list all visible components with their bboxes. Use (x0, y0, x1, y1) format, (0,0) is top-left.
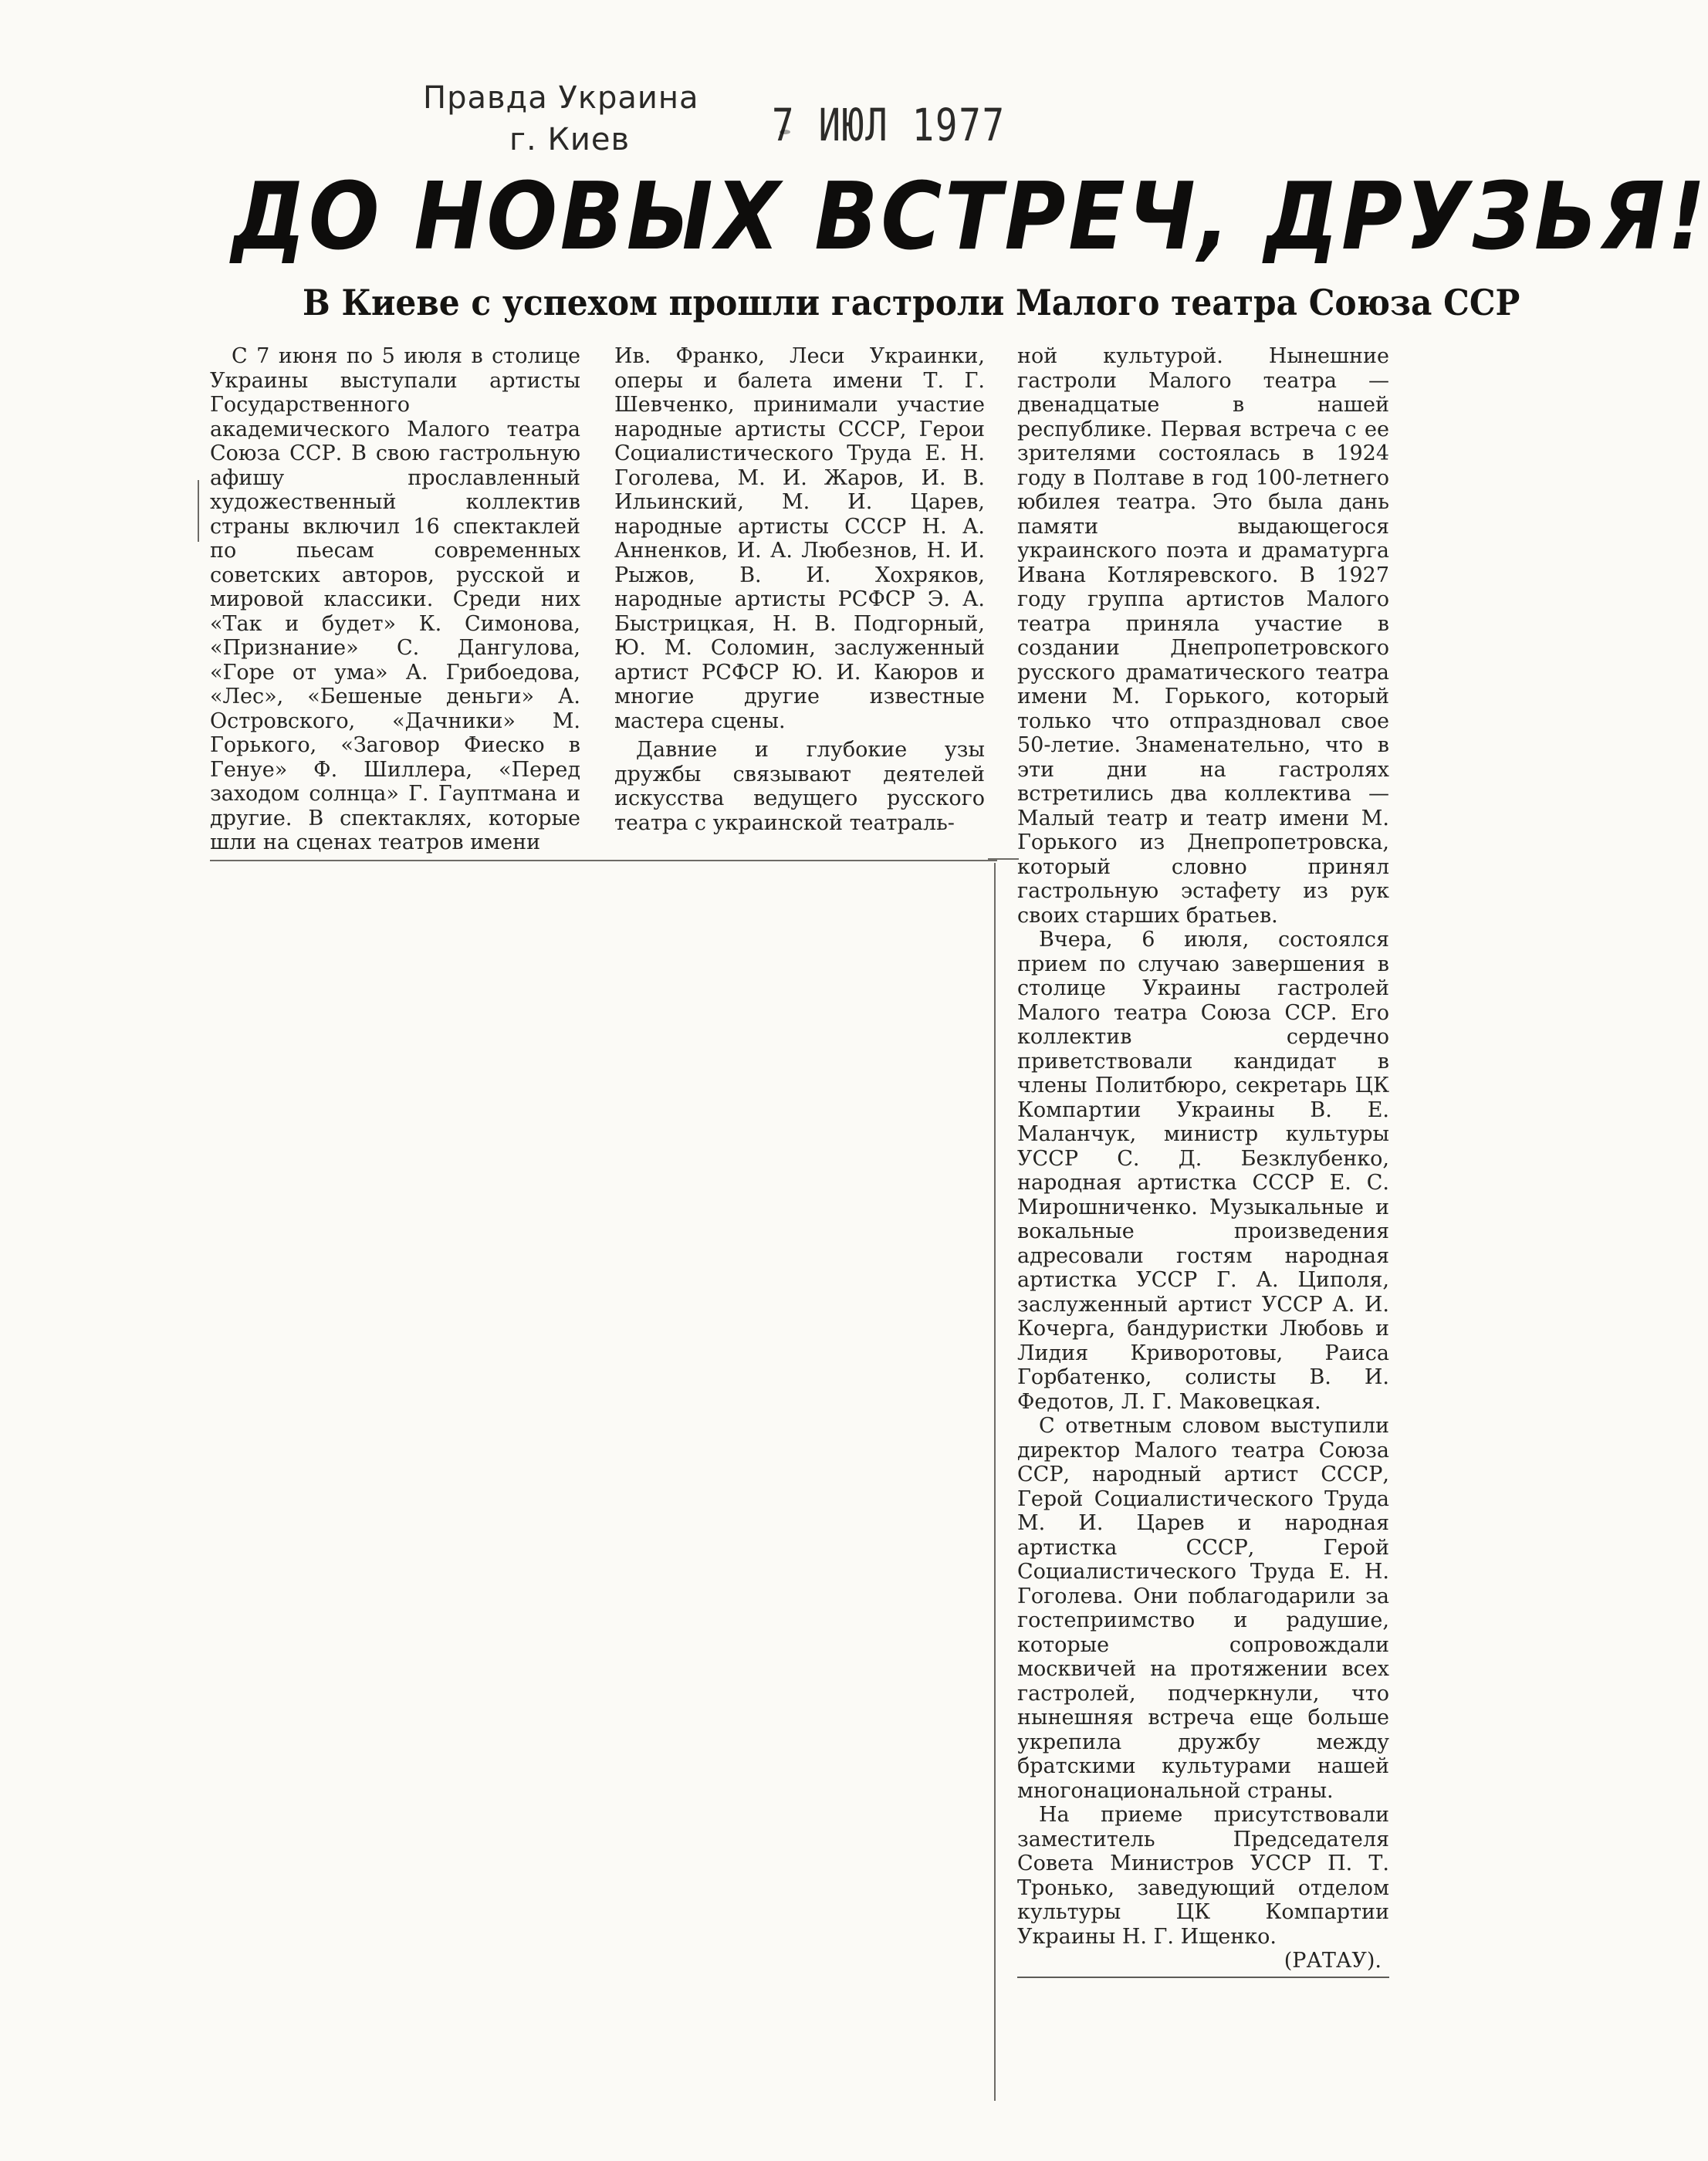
column-2-bottom-rule (988, 858, 1019, 860)
paragraph: Вчера, 6 июля, состоялся прием по случаю завершения в столице Украины гастролей Малого театра Союза ССР. Его коллектив сердечно приветствовали кандидат в члены Политбюро, секретарь ЦК Компартии Украины В. Е. Маланчук, министр культуры УССР С. Д. Безклубенко, народная артистка СССР Е. С. Мирошниченко. Музыкальные и вокальные произведения адресовали гостям народная артистка УССР Г. А. Циполя, заслуженный артист УССР А. И. Кочерга, бандуристки Любовь и Лидия Криворотовы, Раиса Горбатенко, солисты В. И. Федотов, Л. Г. Маковецкая. (1017, 928, 1389, 1414)
article-signature: (РАТАУ). (1284, 1949, 1382, 1973)
newspaper-city: г. Киев (509, 122, 631, 157)
paragraph: Ив. Франко, Леси Украинки, оперы и балета имени Т. Г. Шевченко, принимали участие народные артисты СССР, Герои Социалистического Труда Е. Н. Гоголева, М. И. Жаров, И. В. Ильинский, М. И. Царев, народные артисты СССР Н. А. Анненков, И. А. Любезнов, Н. И. Рыжов, В. И. Хохряков, народные артисты РСФСР Э. А. Быстрицкая, Н. В. Подгорный, Ю. М. Соломин, заслуженный артист РСФСР Ю. И. Каюров и многие другие известные мастера сцены. (614, 344, 985, 733)
subheadline: В Киеве с успехом прошли гастроли Малого театра Союза ССР (303, 282, 1520, 323)
paragraph: С 7 июня по 5 июля в столице Украины выступали артисты Государственного академического Малого театра Союза ССР. В свою гастрольную афишу прославленный художественный коллектив страны включил 16 спектаклей по пьесам современных советских авторов, русской и мировой классики. Среди них «Так и будет» К. Симонова, «Признание» С. Дангулова, «Горе от ума» А. Грибоедова, «Лес», «Бешеные деньги» А. Островского, «Дачники» М. Горького, «Заговор Фиеско в Генуе» Ф. Шиллера, «Перед заходом солнца» Г. Гауптмана и другие. В спектаклях, которые шли на сценах театров имени (210, 344, 580, 854)
headline: ДО НОВЫХ ВСТРЕЧ, ДРУЗЬЯ! (232, 164, 1708, 271)
article-column-1 (210, 344, 580, 855)
paragraph: Давние и глубокие узы дружбы связывают деятелей искусства ведущего русского театра с украинской театраль- (614, 738, 985, 835)
date-stamp-text: 7 ИЮЛ 1977 (772, 99, 1006, 151)
print-smudge (780, 130, 790, 134)
paragraph: С ответным словом выступили директор Малого театра Союза ССР, народный артист СССР, Герой Социалистического Труда М. И. Царев и народная артистка СССР, Герой Социалистического Труда Е. Н. Гоголева. Они поблагодарили за гостеприимство и радушие, которые сопровождали москвичей на протяжении всех гастролей, подчеркнули, что нынешняя встреча еще больше укрепила дружбу между братскими культурами нашей многонациональной страны. (1017, 1414, 1389, 1803)
column-1-bottom-rule (210, 860, 997, 861)
article-column-2 (614, 344, 985, 835)
newspaper-name: Правда Украина (423, 80, 699, 116)
signature-rule (1017, 1977, 1389, 1978)
date-stamp (772, 99, 1037, 151)
newspaper-source (423, 77, 747, 161)
paragraph: На приеме присутствовали заместитель Председателя Совета Министров УССР П. Т. Тронько, заведующий отделом культуры ЦК Компартии Украины Н. Г. Ищенко. (1017, 1803, 1389, 1949)
column-3-left-rule (994, 863, 996, 2101)
column-1-margin-mark (198, 480, 199, 542)
paragraph: ной культурой. Нынешние гастроли Малого театра — двенадцатые в нашей республике. Первая встреча с ее зрителями состоялась в 1924 году в Полтаве в год 100-летнего юбилея театра. Это была дань памяти выдающегося украинского поэта и драматурга Ивана Котляревского. В 1927 году группа артистов Малого театра приняла участие в создании Днепропетровского русского драматического театра имени М. Горького, который только что отпраздновал свое 50-летие. Знаменательно, что в эти дни на гастролях встретились два коллектива — Малый театр и театр имени М. Горького из Днепропетровска, который словно принял гастрольную эстафету из рук своих старших братьев. (1017, 344, 1389, 928)
article-column-3 (1017, 344, 1389, 1978)
